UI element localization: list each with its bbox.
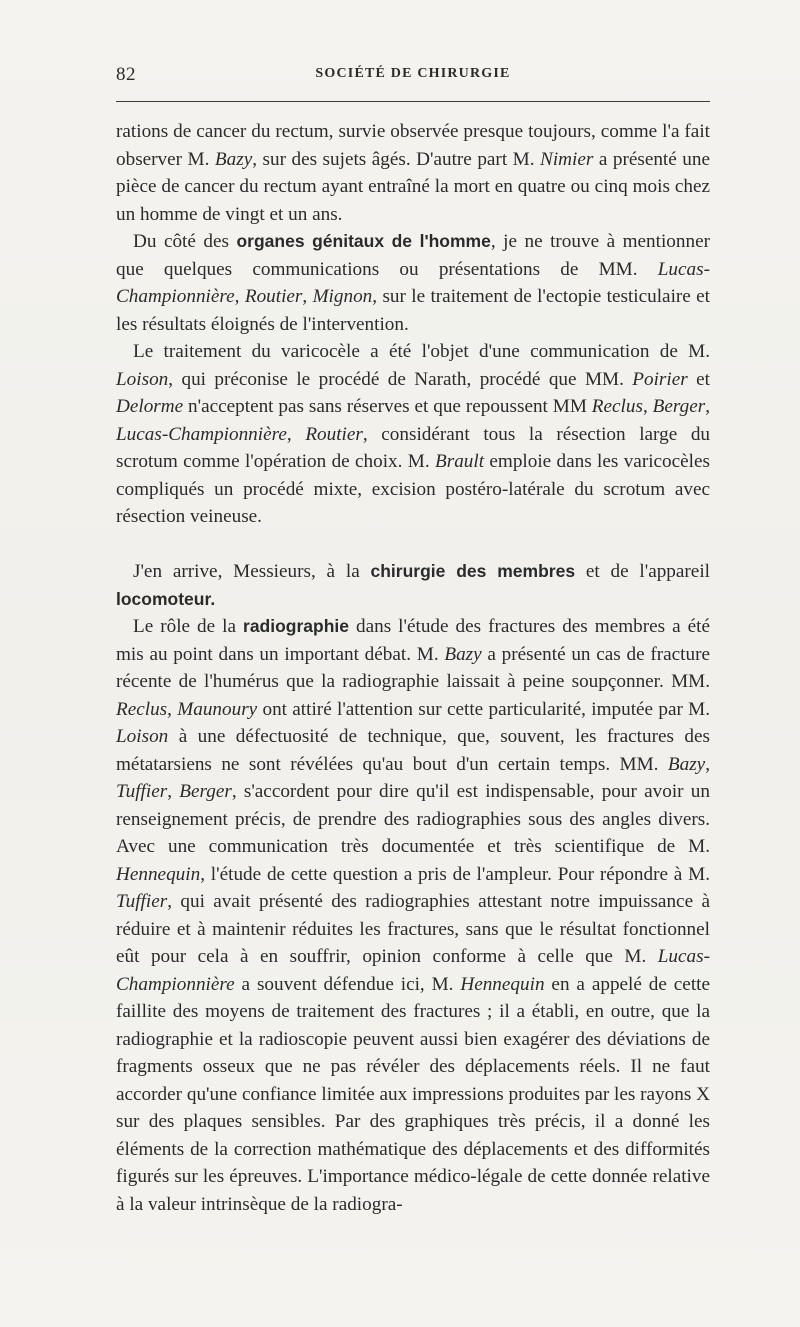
- italic-name: Nimier: [540, 148, 594, 170]
- italic-name: Lucas-Championnière: [116, 258, 710, 307]
- italic-name: Lucas-Championnière: [116, 423, 287, 445]
- text-run: , considérant tous la résection large du scrotum comme l'opération de choix. M.: [116, 423, 711, 472]
- italic-name: Mignon: [312, 286, 373, 307]
- text-run: et de l'appareil: [575, 561, 710, 582]
- text-run: Le traitement du varicocèle a été l'objet d'une communication de M.: [133, 341, 710, 362]
- text-run: ,: [234, 286, 245, 307]
- text-run: a présenté un cas de fracture récente de l'humérus que la radiographie laissait à peine soupçonner. MM.: [116, 643, 710, 692]
- page-number: 82: [116, 64, 136, 85]
- paragraph: [116, 338, 710, 531]
- text-run: Le rôle de la: [133, 616, 244, 637]
- italic-name: Routier: [244, 286, 303, 307]
- text-run: ,: [302, 286, 313, 307]
- text-run: à une défectuosité de technique, que, souvent, les fractures des métatarsiens ne sont révélées qu'au bout d'un certain temps. MM.: [116, 726, 710, 775]
- italic-name: Loison: [116, 368, 169, 390]
- italic-name: Tuffier: [116, 891, 168, 912]
- italic-name: Bazy: [667, 753, 706, 775]
- text-run: n'acceptent pas sans réserves et que repoussent MM: [183, 396, 592, 417]
- text-run: et: [687, 368, 710, 390]
- paragraph: [116, 228, 710, 338]
- running-head: SOCIÉTÉ DE CHIRURGIE: [315, 66, 511, 81]
- text-run: ont attiré l'attention sur cette particularité, imputée par M.: [257, 698, 710, 720]
- text-run: J'en arrive, Messieurs, à la: [133, 561, 371, 582]
- text-run: a souvent défendue ici, M.: [234, 973, 461, 995]
- body-text: [116, 118, 710, 1218]
- text-run: ,: [705, 753, 710, 775]
- text-run: , qui préconise le procédé de Narath, procédé que MM.: [168, 368, 633, 390]
- text-run: rations de cancer du rectum, survie observée presque toujours, comme l'a fait observer M.: [116, 121, 710, 170]
- italic-name: Hennequin: [116, 863, 201, 885]
- text-run: , je ne trouve à mentionner que quelques communications ou présentations de MM.: [116, 231, 710, 280]
- text-run: , qui avait présenté des radiographies attestant notre impuissance à réduire et à maintenir réduites les fractures, sans que le résultat fonctionnel eût pour cela à en souffrir, opinion conforme à celle que M.: [116, 891, 710, 967]
- text-run: ,: [642, 396, 653, 417]
- text-run: , l'étude de cette question a pris de l'ampleur. Pour répondre à M.: [200, 863, 710, 885]
- text-run: dans l'étude des fractures des membres a été mis au point dans un important débat. M.: [116, 616, 710, 665]
- bold-topic: chirurgie des membres: [370, 561, 576, 581]
- paragraph: [116, 613, 710, 1218]
- text-run: ,: [286, 423, 306, 445]
- text-run: ,: [705, 396, 710, 417]
- text-run: ,: [167, 698, 178, 720]
- italic-name: Maunoury: [177, 698, 258, 720]
- paragraph: [116, 118, 710, 228]
- bold-topic: organes génitaux de l'homme: [236, 231, 491, 251]
- text-run: ,: [167, 781, 180, 802]
- italic-name: Poirier: [632, 368, 688, 390]
- bold-topic: locomoteur.: [116, 588, 216, 609]
- italic-name: Brault: [435, 451, 485, 472]
- italic-name: Routier: [305, 423, 363, 445]
- italic-name: Hennequin: [460, 973, 545, 995]
- header-rule: [116, 101, 710, 102]
- bold-topic: radiographie: [243, 616, 350, 636]
- text-run: , sur des sujets âgés. D'autre part M.: [252, 148, 541, 170]
- paragraph: [116, 558, 710, 613]
- italic-name: Reclus: [116, 698, 168, 720]
- text-run: emploie dans les varicocèles compliqués un procédé mixte, excision postéro-latérale du scrotum avec résection veineuse.: [116, 451, 710, 527]
- italic-name: Loison: [116, 726, 169, 747]
- italic-name: Reclus: [591, 396, 643, 417]
- text-run: en a appelé de cette faillite des moyens de traitement des fractures ; il a établi, en outre, que la radiographie et la radioscopie peuvent aussi bien exagérer des déviations de fragments osseux que ne pas révéler des déplacements réels. Il ne faut accorder qu'une confiance limitée aux impressions produites par les rayons X sur des plaques sensibles. Par des graphiques très précis, il a donné les éléments de la correction mathématique des déplacements et des difformités figurés sur les épreuves. L'importance médico-légale de cette donnée relative à la valeur intrinsèque de la radiogra-: [116, 973, 710, 1215]
- italic-name: Berger: [179, 781, 232, 802]
- italic-name: Delorme: [116, 396, 184, 417]
- text-run: Du côté des: [133, 231, 237, 252]
- italic-name: Bazy: [214, 148, 253, 170]
- text-run: , sur le traitement de l'ectopie testiculaire et les résultats éloignés de l'intervention.: [116, 286, 711, 335]
- page-header: [116, 64, 710, 88]
- italic-name: Berger: [652, 396, 706, 417]
- text-run: a présenté une pièce de cancer du rectum ayant entraîné la mort en quatre ou cinq mois chez un homme de vingt et un ans.: [116, 148, 710, 225]
- italic-name: Bazy: [444, 643, 482, 665]
- text-run: , s'accordent pour dire qu'il est indispensable, pour avoir un renseignement précis, de prendre des radiographies sous des angles divers. Avec une communication très documentée et très scientifique de M.: [116, 781, 710, 857]
- italic-name: Tuffier: [116, 781, 168, 802]
- italic-name: Lucas-Championnière: [116, 946, 710, 995]
